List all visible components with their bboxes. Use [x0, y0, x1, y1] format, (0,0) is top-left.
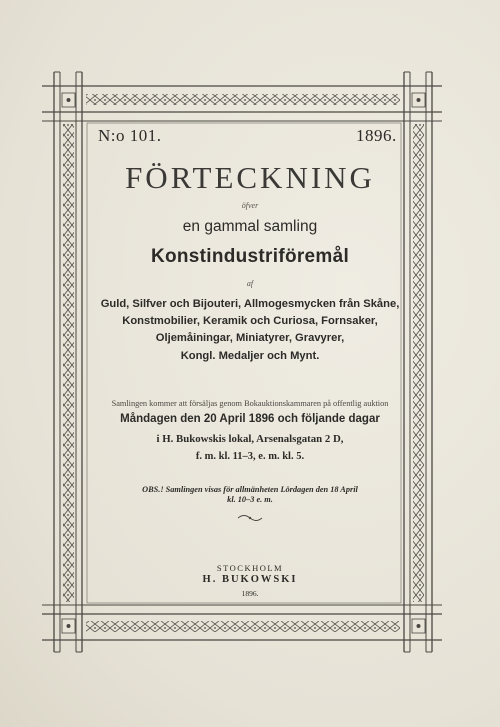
category-line: Kongl. Medaljer och Mynt.	[180, 350, 320, 362]
auction-date: Måndagen den 20 April 1896 och följande dagar	[120, 413, 380, 425]
connector-af: af	[246, 279, 254, 288]
ornament-divider	[236, 513, 264, 523]
subtitle: en gammal samling	[182, 218, 318, 235]
subject-title: Konstindustriföremål	[150, 246, 350, 267]
category-line: Oljemåiningar, Miniatyrer, Gravyrer,	[155, 332, 345, 344]
category-line: Konstmobilier, Keramik och Curiosa, Fornsaker,	[122, 315, 378, 327]
category-line: Guld, Silfver och Bijouteri, Allmogesmycken från Skåne,	[100, 298, 400, 310]
notice-line: OBS.! Samlingen visas för allmänheten Lördagen den 18 April	[142, 485, 358, 494]
connector-ofver: öfver	[241, 201, 259, 210]
imprint-year: 1896.	[241, 589, 259, 598]
auction-place: i H. Bukowskis lokal, Arsenalsgatan 2 D,	[156, 433, 344, 445]
auction-intro: Samlingen kommer att försäljas genom Bokauktionskammaren på offentlig auktion	[111, 399, 389, 408]
notice-line: kl. 10–3 e. m.	[227, 495, 273, 504]
publication-year: 1896.	[356, 126, 397, 145]
imprint-city: STOCKHOLM	[216, 563, 284, 573]
imprint-publisher: H. BUKOWSKI	[202, 574, 298, 585]
auction-hours: f. m. kl. 11–3, e. m. kl. 5.	[195, 451, 305, 462]
catalog-number: N:o 101.	[98, 126, 162, 145]
main-title: FÖRTECKNING	[125, 160, 375, 195]
